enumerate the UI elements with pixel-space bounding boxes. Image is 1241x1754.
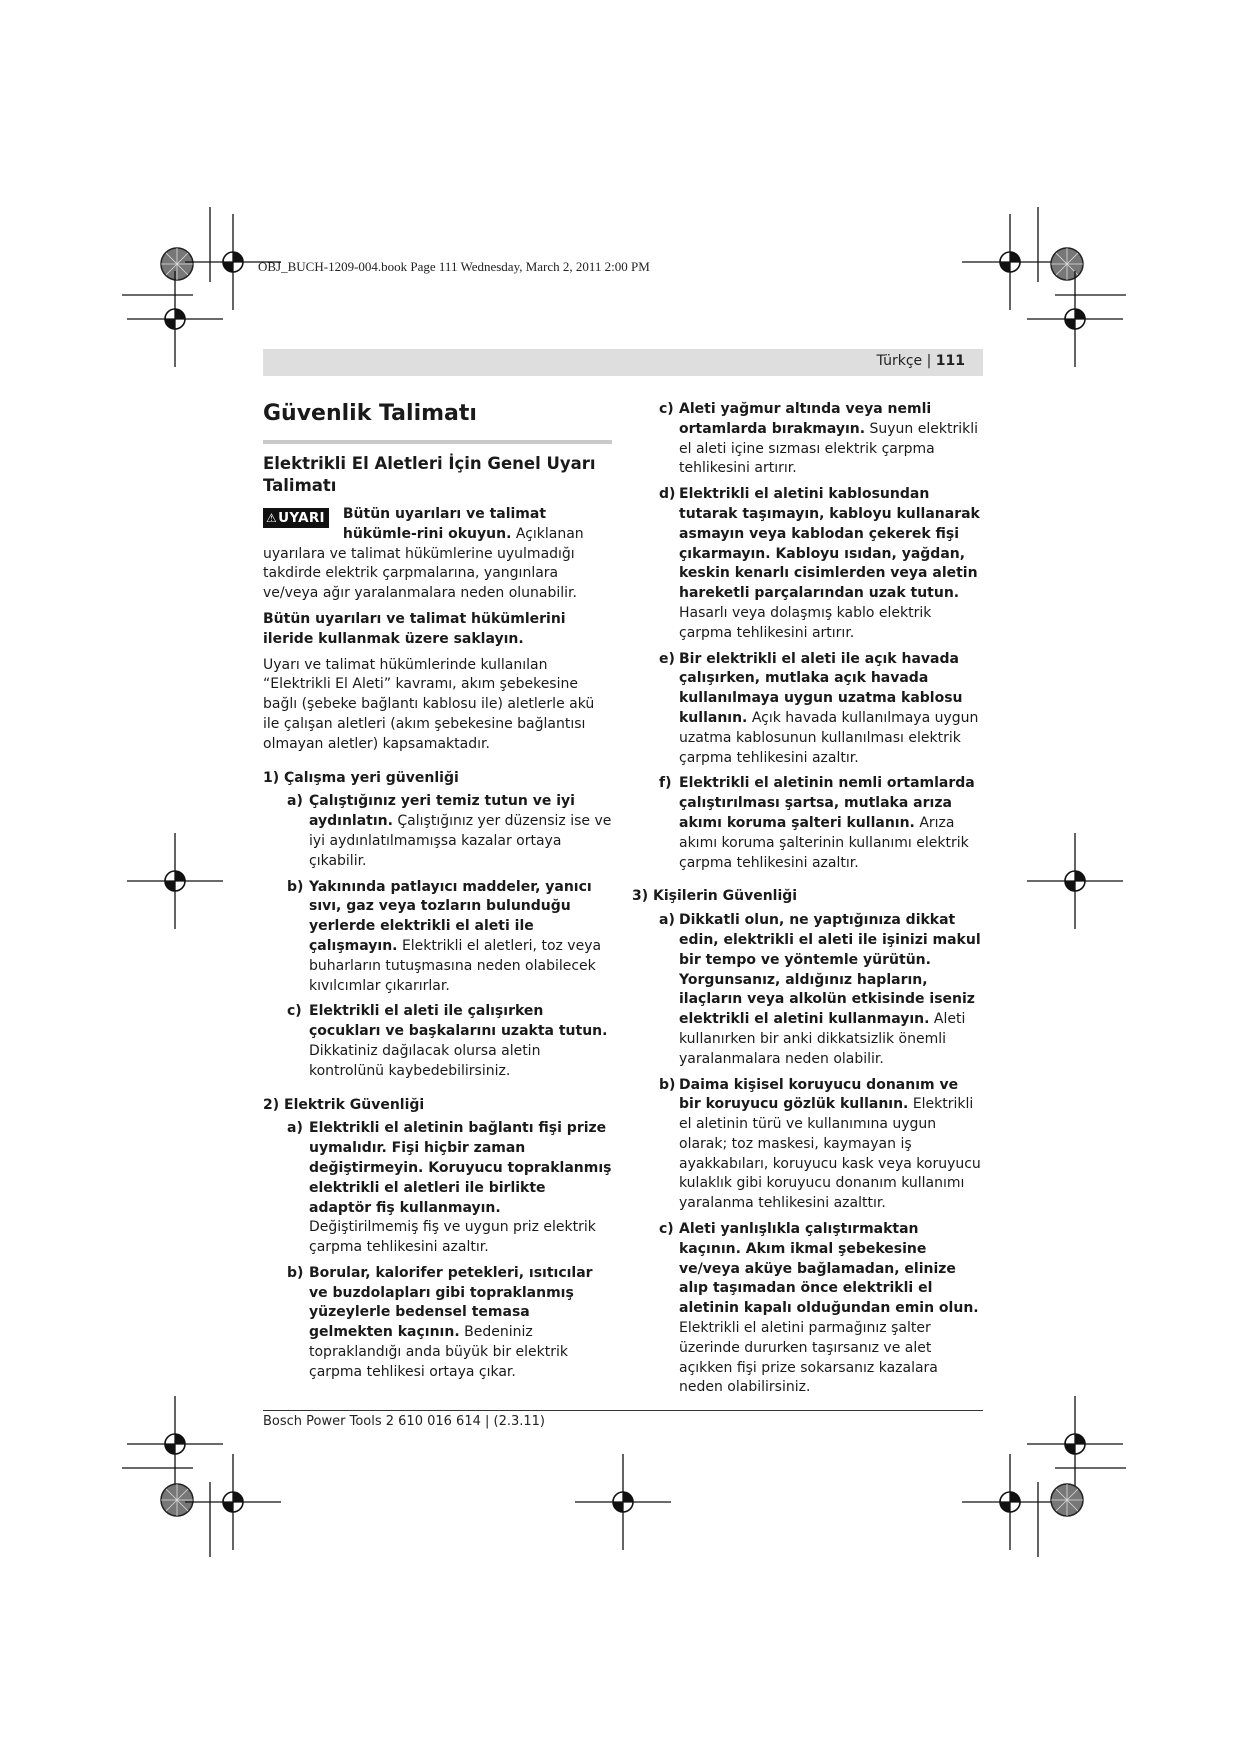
item-label: c) [287, 1003, 302, 1020]
item-text: Çalıştığınız yer düzensiz ise ve iyi aydınlatılmamışsa kazalar ortaya çıkabilir. [309, 813, 612, 869]
item-text: Aleti kullanırken bir anki dikkatsizlik önemli yaralanmalara neden olabilir. [679, 1011, 966, 1067]
item-text: Hasarlı veya dolaşmış kablo elektrik çarpma tehlikesini artırır. [679, 604, 932, 641]
list-item [263, 1264, 612, 1383]
warning-paragraph [263, 505, 612, 604]
page-footer: Bosch Power Tools 2 610 016 614 | (2.3.11) [263, 1414, 546, 1429]
section-subtitle: Elektrikli El Aletleri İçin Genel Uyarı Talimatı [263, 454, 596, 495]
section-heading-2: 2) Elektrik Güvenliği [263, 1096, 425, 1113]
item-bold: Daima kişisel koruyucu donanım ve bir koruyucu gözlük kullanın. [679, 1076, 959, 1113]
list-item [637, 1220, 983, 1398]
item-text: Arıza akımı koruma şalterinin kullanımı elektrik çarpma tehlikesini azaltır. [679, 814, 969, 871]
item-bold: Elektrikli el aletinin bağlantı fişi prize uymalıdır. Fişi hiçbir zaman değiştirmeyin. Koruyucu topraklanmış elektrikli el aletleri ile birlikte adaptör fiş kullanmayın. [309, 1120, 612, 1216]
item-text: Açık havada kullanılmaya uygun uzatma kablosunun kullanılması elektrik çarpma tehlikesini azaltır. [679, 709, 979, 766]
item-text: Elektrikli el aletleri, toz veya buharların tutuşmasına neden olabilecek kıvılcımlar çıkarırlar. [309, 937, 602, 994]
item-label: f) [659, 775, 672, 792]
list-item [263, 1002, 612, 1081]
left-column [263, 400, 612, 1389]
item-label: d) [659, 486, 676, 503]
item-text: Suyun elektrikli el aleti içine sızması elektrik çarpma tehlikesini artırır. [679, 420, 978, 477]
page-header [263, 349, 983, 376]
item-text: Bedeniniz topraklandığı anda büyük bir elektrik çarpma tehlikesi ortaya çıkar. [309, 1324, 569, 1380]
list-item [637, 1076, 983, 1215]
header-separator: | [926, 353, 932, 369]
warning-text: Açıklanan uyarılara ve talimat hükümlerine uyulmadığı takdirde elektrik çarpmalarına, yangınlara ve/veya ağır yaralanmalara neden olunabilir. [263, 525, 584, 602]
item-label: a) [287, 793, 303, 810]
list-item [263, 792, 612, 871]
item-bold: Çalıştığınız yeri temiz tutun ve iyi aydınlatın. [309, 793, 575, 830]
section-rule [263, 440, 612, 444]
warning-label: UYARI [278, 510, 325, 526]
list-item [637, 650, 983, 769]
item-label: b) [287, 878, 304, 895]
section-heading-3: 3) Kişilerin Güvenliği [632, 888, 798, 905]
footer-rule [263, 1410, 983, 1411]
page-title: Güvenlik Talimatı [263, 401, 477, 426]
item-bold: Dikkatli olun, ne yaptığınıza dikkat edin, elektrikli el aleti ile işinizi makul bir tempo ve yöntemle yürütün. Yorgunsanız, aldığınız hapların, ilaçların veya alkolün etkisinde iseniz elektrikli el aletini kullanmayın. [679, 912, 981, 1028]
header-text [876, 353, 965, 369]
section-heading-1: 1) Çalışma yeri güvenliği [263, 769, 459, 786]
item-text: Değiştirilmemiş fiş ve uygun priz elektrik çarpma tehlikesini azaltır. [309, 1219, 596, 1256]
warning-bold: Bütün uyarıları ve talimat hükümle-rini okuyun. [342, 506, 547, 542]
list-item [637, 774, 983, 873]
warning-badge [263, 508, 329, 528]
item-label: a) [287, 1120, 303, 1137]
item-bold: Borular, kalorifer petekleri, ısıtıcılar ve buzdolapları gibi topraklanmış yüzeylerle bedensel temasa gelmekten kaçının. [309, 1264, 593, 1341]
item-label: a) [659, 912, 675, 929]
page-number: 111 [935, 353, 965, 369]
slug-line: OBJ_BUCH-1209-004.book Page 111 Wednesday, March 2, 2011 2:00 PM [258, 259, 650, 274]
item-bold: Elektrikli el aletini kablosundan tutarak taşımayın, kabloyu kullanarak asmayın veya kablodan çekerek fişi çıkarmayın. Kabloyu ısıdan, yağdan, keskin kenarlı cisimlerden veya aletin hareketli parçalarından uzak tutun. [679, 486, 980, 602]
item-bold: Yakınında patlayıcı maddeler, yanıcı sıvı, gaz veya tozların bulunduğu yerlerde elektrikli el aleti ile çalışmayın. [309, 878, 592, 954]
item-bold: Elektrikli el aleti ile çalışırken çocukları ve başkalarını uzakta tutun. [309, 1003, 608, 1040]
list-item [637, 400, 983, 479]
definition-paragraph: Uyarı ve talimat hükümlerinde kullanılan “Elektrikli El Aleti” kavramı, akım şebekesine bağlı (şebeke bağlantı kablosu ile) aletlerle akü ile çalışan aletleri (akım şebekesine bağlantısı olmayan aletler) kapsamaktadır. [263, 656, 595, 752]
right-column [632, 400, 983, 1404]
item-text: Elektrikli el aletini parmağınız şalter üzerinde dururken taşırsanız ve alet açıkken fişi prize sokarsanız kazalara neden olabilirsiniz. [679, 1320, 938, 1396]
warning-triangle-icon: ⚠ [266, 511, 278, 525]
item-label: b) [287, 1264, 304, 1281]
list-item [637, 911, 983, 1069]
item-bold: Bir elektrikli el aleti ile açık havada çalışırken, mutlaka açık havada kullanılmaya uygun uzatma kablosu kullanın. [679, 650, 963, 726]
item-label: e) [659, 650, 675, 667]
item-bold: Aleti yanlışlıkla çalıştırmaktan kaçının. Akım ikmal şebekesine ve/veya aküye bağlamadan, elinize alıp taşımadan önce elektrikli el aletinin kapalı olduğundan emin olun. [679, 1221, 979, 1317]
item-label: c) [659, 1221, 674, 1238]
item-bold: Aleti yağmur altında veya nemli ortamlarda bırakmayın. [679, 401, 932, 437]
list-item [263, 878, 612, 997]
item-text: Dikkatiniz dağılacak olursa aletin kontrolünü kaybedebilirsiniz. [309, 1042, 541, 1079]
list-item [637, 485, 983, 643]
item-text: Elektrikli el aletinin türü ve kullanımına uygun olarak; toz maskesi, kaymayan iş ayakkabıları, koruyucu kask veya koruyucu kulaklık gibi koruyucu donanım kullanımı yaralanma tehlikesini azalttır. [679, 1096, 981, 1212]
list-item [263, 1119, 612, 1258]
item-bold: Elektrikli el aletinin nemli ortamlarda çalıştırılması şartsa, mutlaka arıza akımı koruma şalteri kullanın. [679, 775, 975, 831]
header-language: Türkçe [876, 353, 923, 369]
item-label: c) [659, 401, 674, 417]
keep-note: Bütün uyarıları ve talimat hükümlerini ileride kullanmak üzere saklayın. [263, 610, 566, 647]
item-label: b) [659, 1076, 676, 1093]
